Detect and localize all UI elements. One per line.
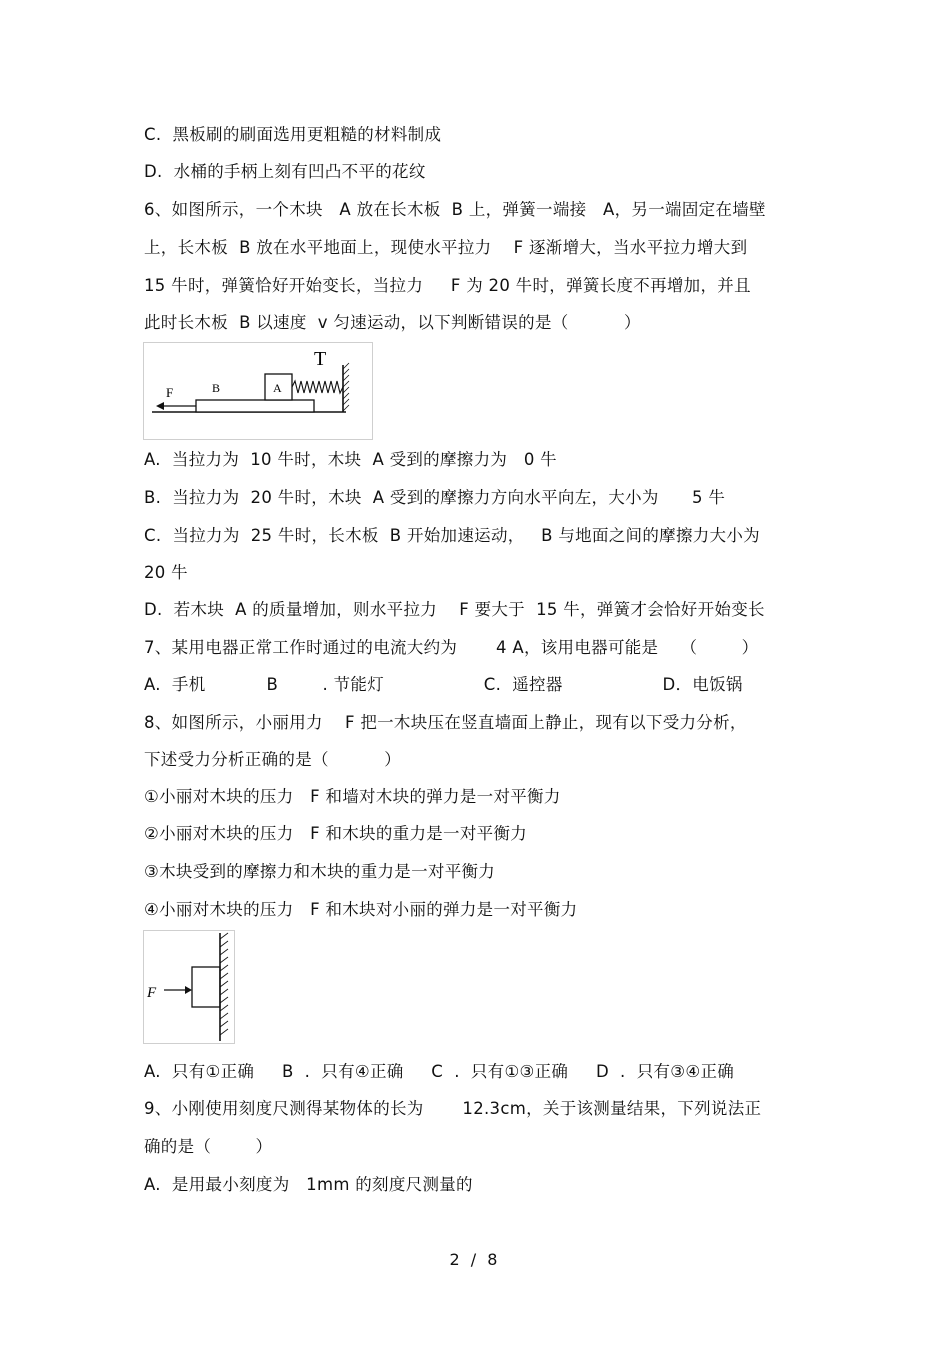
q9-line-2: 确的是（ ）	[144, 1137, 273, 1156]
q8-options: A. 只有①正确 B . 只有④正确 C . 只有①③正确 D . 只有③④正确	[144, 1062, 735, 1081]
q6-figure	[143, 342, 373, 440]
page-number: 2 / 8	[449, 1250, 501, 1269]
spring	[292, 381, 343, 393]
q8-statement-4: ④小丽对木块的压力 F 和木块对小丽的弹力是一对平衡力	[144, 900, 578, 919]
label-f: F	[147, 985, 157, 1001]
q9-line-1: 9、小刚使用刻度尺测得某物体的长为 12.3cm，关于该测量结果，下列说法正	[144, 1099, 762, 1118]
spring-board-diagram	[144, 343, 372, 439]
line-d-option: D. 水桶的手柄上刻有凹凸不平的花纹	[144, 162, 426, 181]
q8-statement-1: ①小丽对木块的压力 F 和墙对木块的弹力是一对平衡力	[144, 787, 561, 806]
q6-line-1: 6、如图所示，一个木块 A 放在长木板 B 上，弹簧一端接 A，另一端固定在墙壁	[144, 200, 766, 219]
q6-option-c-cont: 20 牛	[144, 563, 188, 582]
q6-option-d: D. 若木块 A 的质量增加，则水平拉力 F 要大于 15 牛，弹簧才会恰好开始变长	[144, 600, 765, 619]
q8-line-1: 8、如图所示，小丽用力 F 把一木块压在竖直墙面上静止，现有以下受力分析，	[144, 713, 747, 732]
label-t: T	[314, 348, 327, 370]
line-c-option: C. 黑板刷的刷面选用更粗糙的材料制成	[144, 125, 442, 144]
block	[192, 967, 220, 1007]
q8-statement-3: ③木块受到的摩擦力和木块的重力是一对平衡力	[144, 862, 496, 881]
q7-stem: 7、某用电器正常工作时通过的电流大约为 4 A，该用电器可能是 （ ）	[144, 638, 759, 657]
q6-line-3: 15 牛时，弹簧恰好开始变长，当拉力 F 为 20 牛时，弹簧长度不再增加，并且	[144, 276, 751, 295]
board-b	[196, 400, 314, 412]
q6-line-2: 上，长木板 B 放在水平地面上，现使水平拉力 F 逐渐增大，当水平拉力增大到	[144, 238, 748, 257]
q6-line-4: 此时长木板 B 以速度 v 匀速运动，以下判断错误的是（ ）	[144, 313, 641, 332]
label-f: F	[166, 385, 174, 400]
q7-options: A. 手机 B . 节能灯 C. 遥控器 D．电饭锅	[144, 675, 743, 694]
arrow-head-icon	[185, 986, 192, 994]
label-b: B	[212, 381, 221, 395]
q8-line-2: 下述受力分析正确的是（ ）	[144, 750, 402, 769]
q8-figure	[143, 930, 235, 1044]
q9-option-a: A. 是用最小刻度为 1mm 的刻度尺测量的	[144, 1175, 473, 1194]
arrow-head-icon	[156, 402, 164, 410]
q6-option-c: C. 当拉力为 25 牛时，长木板 B 开始加速运动， B 与地面之间的摩擦力大小为	[144, 526, 760, 545]
wall-block-diagram	[144, 931, 234, 1043]
q8-statement-2: ②小丽对木块的压力 F 和木块的重力是一对平衡力	[144, 824, 528, 843]
q6-option-a: A. 当拉力为 10 牛时，木块 A 受到的摩擦力为 0 牛	[144, 450, 557, 469]
label-a: A	[273, 381, 282, 395]
q6-option-b: B. 当拉力为 20 牛时，木块 A 受到的摩擦力方向水平向左，大小为 5 牛	[144, 488, 726, 507]
